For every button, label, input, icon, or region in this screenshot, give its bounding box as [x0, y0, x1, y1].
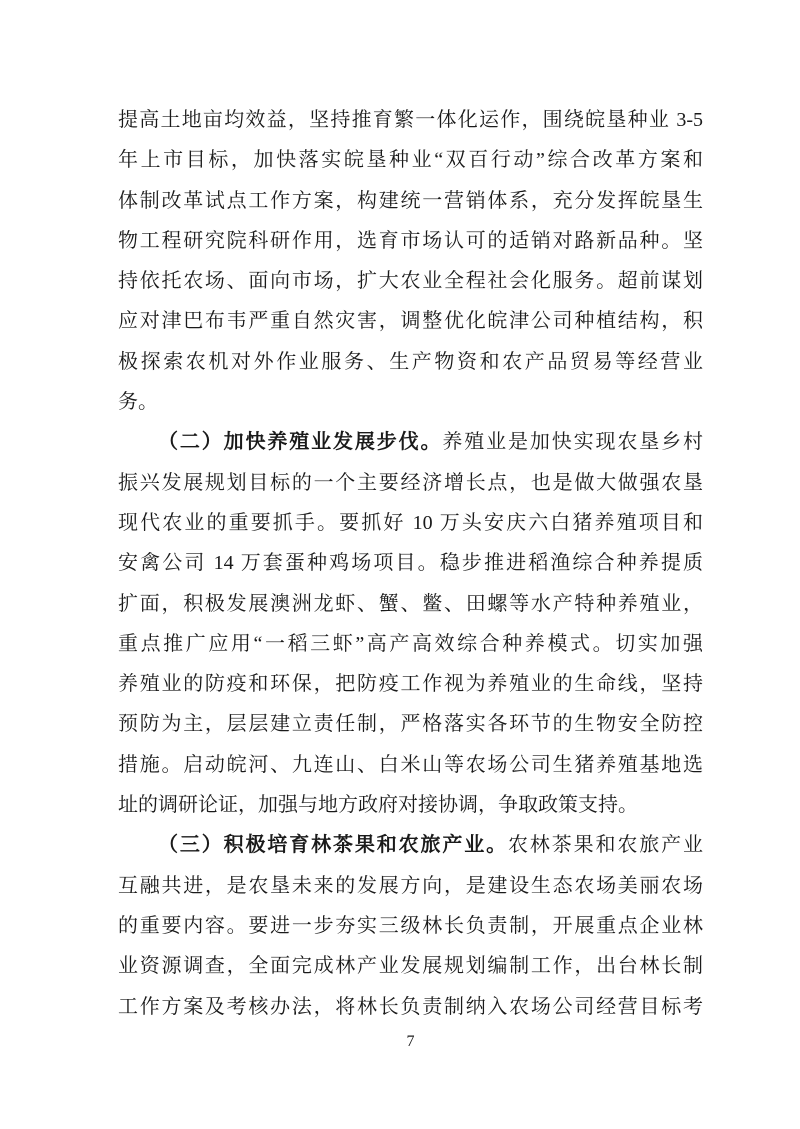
text-line: 物工程研究院科研作用，选育市场认可的适销对路新品种。坚 — [118, 229, 703, 252]
text-line: 的重要内容。要进一步夯实三级林长负责制，开展重点企业林 — [118, 914, 703, 937]
text-line-section-heading-3 — [118, 825, 703, 865]
body-text — [118, 100, 703, 1027]
text-line: 年上市目标，加快落实皖垦种业“双百行动”综合改革方案和 — [118, 149, 703, 172]
text-line: 扩面，积极发展澳洲龙虾、蟹、鳖、田螺等水产特种养殖业， — [118, 592, 703, 615]
text-line: 互融共进，是农垦未来的发展方向，是建设生态农场美丽农场 — [118, 874, 703, 897]
text-line: 址的调研论证，加强与地方政府对接协调，争取政策支持。 — [118, 794, 638, 817]
line-text: 农林茶果和农旅产业 — [508, 834, 703, 857]
text-line: 应对津巴布韦严重自然灾害，调整优化皖津公司种植结构，积 — [118, 310, 703, 333]
text-line: 工作方案及考核办法，将林长负责制纳入农场公司经营目标考 — [118, 995, 703, 1018]
text-line: 提高土地亩均效益，坚持推育繁一体化运作，围绕皖垦种业 3-5 — [118, 109, 703, 131]
line-text: 养殖业是加快实现农垦乡村 — [442, 431, 703, 454]
text-line: 务。 — [118, 391, 158, 414]
text-line: 持依托农场、面向市场，扩大农业全程社会化服务。超前谋划 — [118, 270, 703, 293]
text-line: 重点推广应用“一稻三虾”高产高效综合种养模式。切实加强 — [118, 632, 703, 655]
text-line: 振兴发展规划目标的一个主要经济增长点，也是做大做强农垦 — [118, 471, 703, 494]
text-line: 预防为主，层层建立责任制，严格落实各环节的生物安全防控 — [118, 713, 703, 736]
section-heading-bold: （二）加快养殖业发展步伐。 — [158, 431, 443, 454]
text-line: 现代农业的重要抓手。要抓好 10 万头安庆六白猪养殖项目和 — [118, 511, 703, 534]
text-line: 体制改革试点工作方案，构建统一营销体系，充分发挥皖垦生 — [118, 189, 703, 212]
page-number: 7 — [406, 1033, 415, 1050]
text-line-section-heading-2 — [118, 422, 703, 462]
text-line: 措施。启动皖河、九连山、白米山等农场公司生猪养殖基地选 — [118, 753, 703, 776]
text-line: 极探索农机对外作业服务、生产物资和农产品贸易等经营业 — [118, 350, 703, 373]
section-heading-bold: （三）积极培育林茶果和农旅产业。 — [158, 834, 508, 857]
text-line: 安禽公司 14 万套蛋种鸡场项目。稳步推进稻渔综合种养提质 — [118, 552, 703, 575]
text-line: 业资源调查，全面完成林产业发展规划编制工作，出台林长制 — [118, 955, 703, 978]
text-line: 养殖业的防疫和环保，把防疫工作视为养殖业的生命线，坚持 — [118, 673, 703, 696]
